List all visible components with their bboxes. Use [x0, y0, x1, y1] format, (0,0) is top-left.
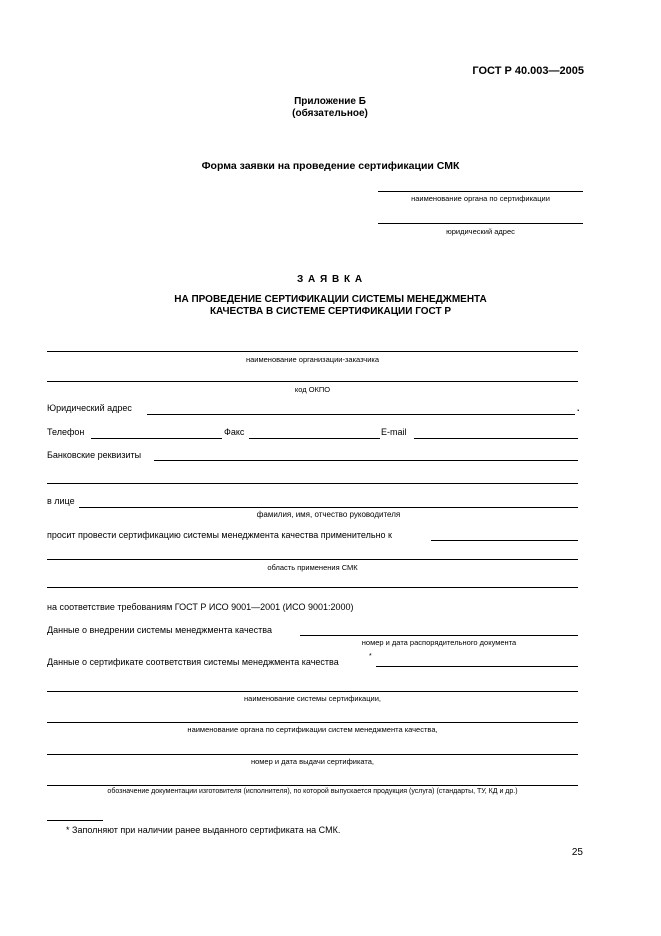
phone-line[interactable] — [91, 438, 222, 439]
scope-line[interactable] — [47, 559, 578, 560]
docs-caption: обозначение документации изготовителя (исполнителя), по которой выпускается продукция (услуга) (стандарты, ТУ, КД и др.) — [107, 788, 518, 795]
implementation-line[interactable] — [300, 635, 578, 636]
application-word: З А Я В К А — [296, 274, 364, 285]
scope-line-2[interactable] — [47, 587, 578, 588]
org-line — [47, 351, 578, 352]
email-label: E-mail — [381, 427, 407, 437]
application-subtitle-2: КАЧЕСТВА В СИСТЕМЕ СЕРТИФИКАЦИИ ГОСТ Р — [209, 306, 452, 317]
bank-line-2[interactable] — [47, 483, 578, 484]
footnote-text: * Заполняют при наличии ранее выданного сертификата на СМК. — [66, 825, 341, 835]
head-line[interactable] — [79, 507, 578, 508]
footnote-separator — [47, 820, 103, 821]
body-caption: наименование органа по сертификации систем менеджмента качества, — [187, 725, 438, 734]
legal-address-line[interactable] — [147, 414, 575, 415]
addressee-caption-1: наименование органа по сертификации — [411, 194, 550, 203]
compliance-text: на соответствие требованиям ГОСТ Р ИСО 9001—2001 (ИСО 9001:2000) — [47, 602, 354, 612]
bank-line[interactable] — [154, 460, 578, 461]
in-person-label: в лице — [47, 496, 75, 506]
certificate-label: Данные о сертификате соответствия системы менеджмента качества — [47, 657, 339, 667]
fax-line[interactable] — [249, 438, 380, 439]
standard-code: ГОСТ Р 40.003—2005 — [472, 65, 584, 77]
certificate-line[interactable] — [376, 666, 578, 667]
appendix-status: (обязательное) — [292, 108, 368, 119]
addressee-line-2 — [378, 223, 583, 224]
page-number: 25 — [571, 847, 583, 858]
fax-label: Факс — [224, 427, 245, 437]
legal-address-label: Юридический адрес — [47, 403, 132, 413]
cert-number-line[interactable] — [47, 754, 578, 755]
email-line[interactable] — [414, 438, 578, 439]
addressee-line-1 — [378, 191, 583, 192]
order-caption: номер и дата распорядительного документа — [361, 638, 517, 647]
okpo-caption: код ОКПО — [294, 385, 331, 394]
request-text: просит провести сертификацию системы менеджмента качества применительно к — [47, 530, 392, 540]
body-line[interactable] — [47, 722, 578, 723]
form-title: Форма заявки на проведение сертификации СМК — [201, 160, 460, 172]
legal-address-end: . — [577, 403, 580, 413]
addressee-caption-2: юридический адрес — [446, 227, 515, 236]
scope-caption: область применения СМК — [267, 563, 358, 572]
system-line[interactable] — [47, 691, 578, 692]
bank-label: Банковские реквизиты — [47, 450, 142, 460]
cert-number-caption: номер и дата выдачи сертификата, — [250, 757, 375, 766]
application-subtitle-1: НА ПРОВЕДЕНИЕ СЕРТИФИКАЦИИ СИСТЕМЫ МЕНЕДЖМЕНТА — [174, 294, 487, 305]
phone-label: Телефон — [47, 427, 85, 437]
org-caption: наименование организации-заказчика — [245, 355, 380, 364]
implementation-label: Данные о внедрении системы менеджмента качества — [47, 625, 272, 635]
certificate-footnote-mark: * — [369, 653, 372, 660]
okpo-line — [47, 381, 578, 382]
docs-line[interactable] — [47, 785, 578, 786]
system-caption: наименование системы сертификации, — [244, 694, 381, 703]
head-caption: фамилия, имя, отчество руководителя — [256, 510, 401, 519]
appendix-title: Приложение Б — [294, 96, 366, 107]
request-line[interactable] — [431, 540, 578, 541]
